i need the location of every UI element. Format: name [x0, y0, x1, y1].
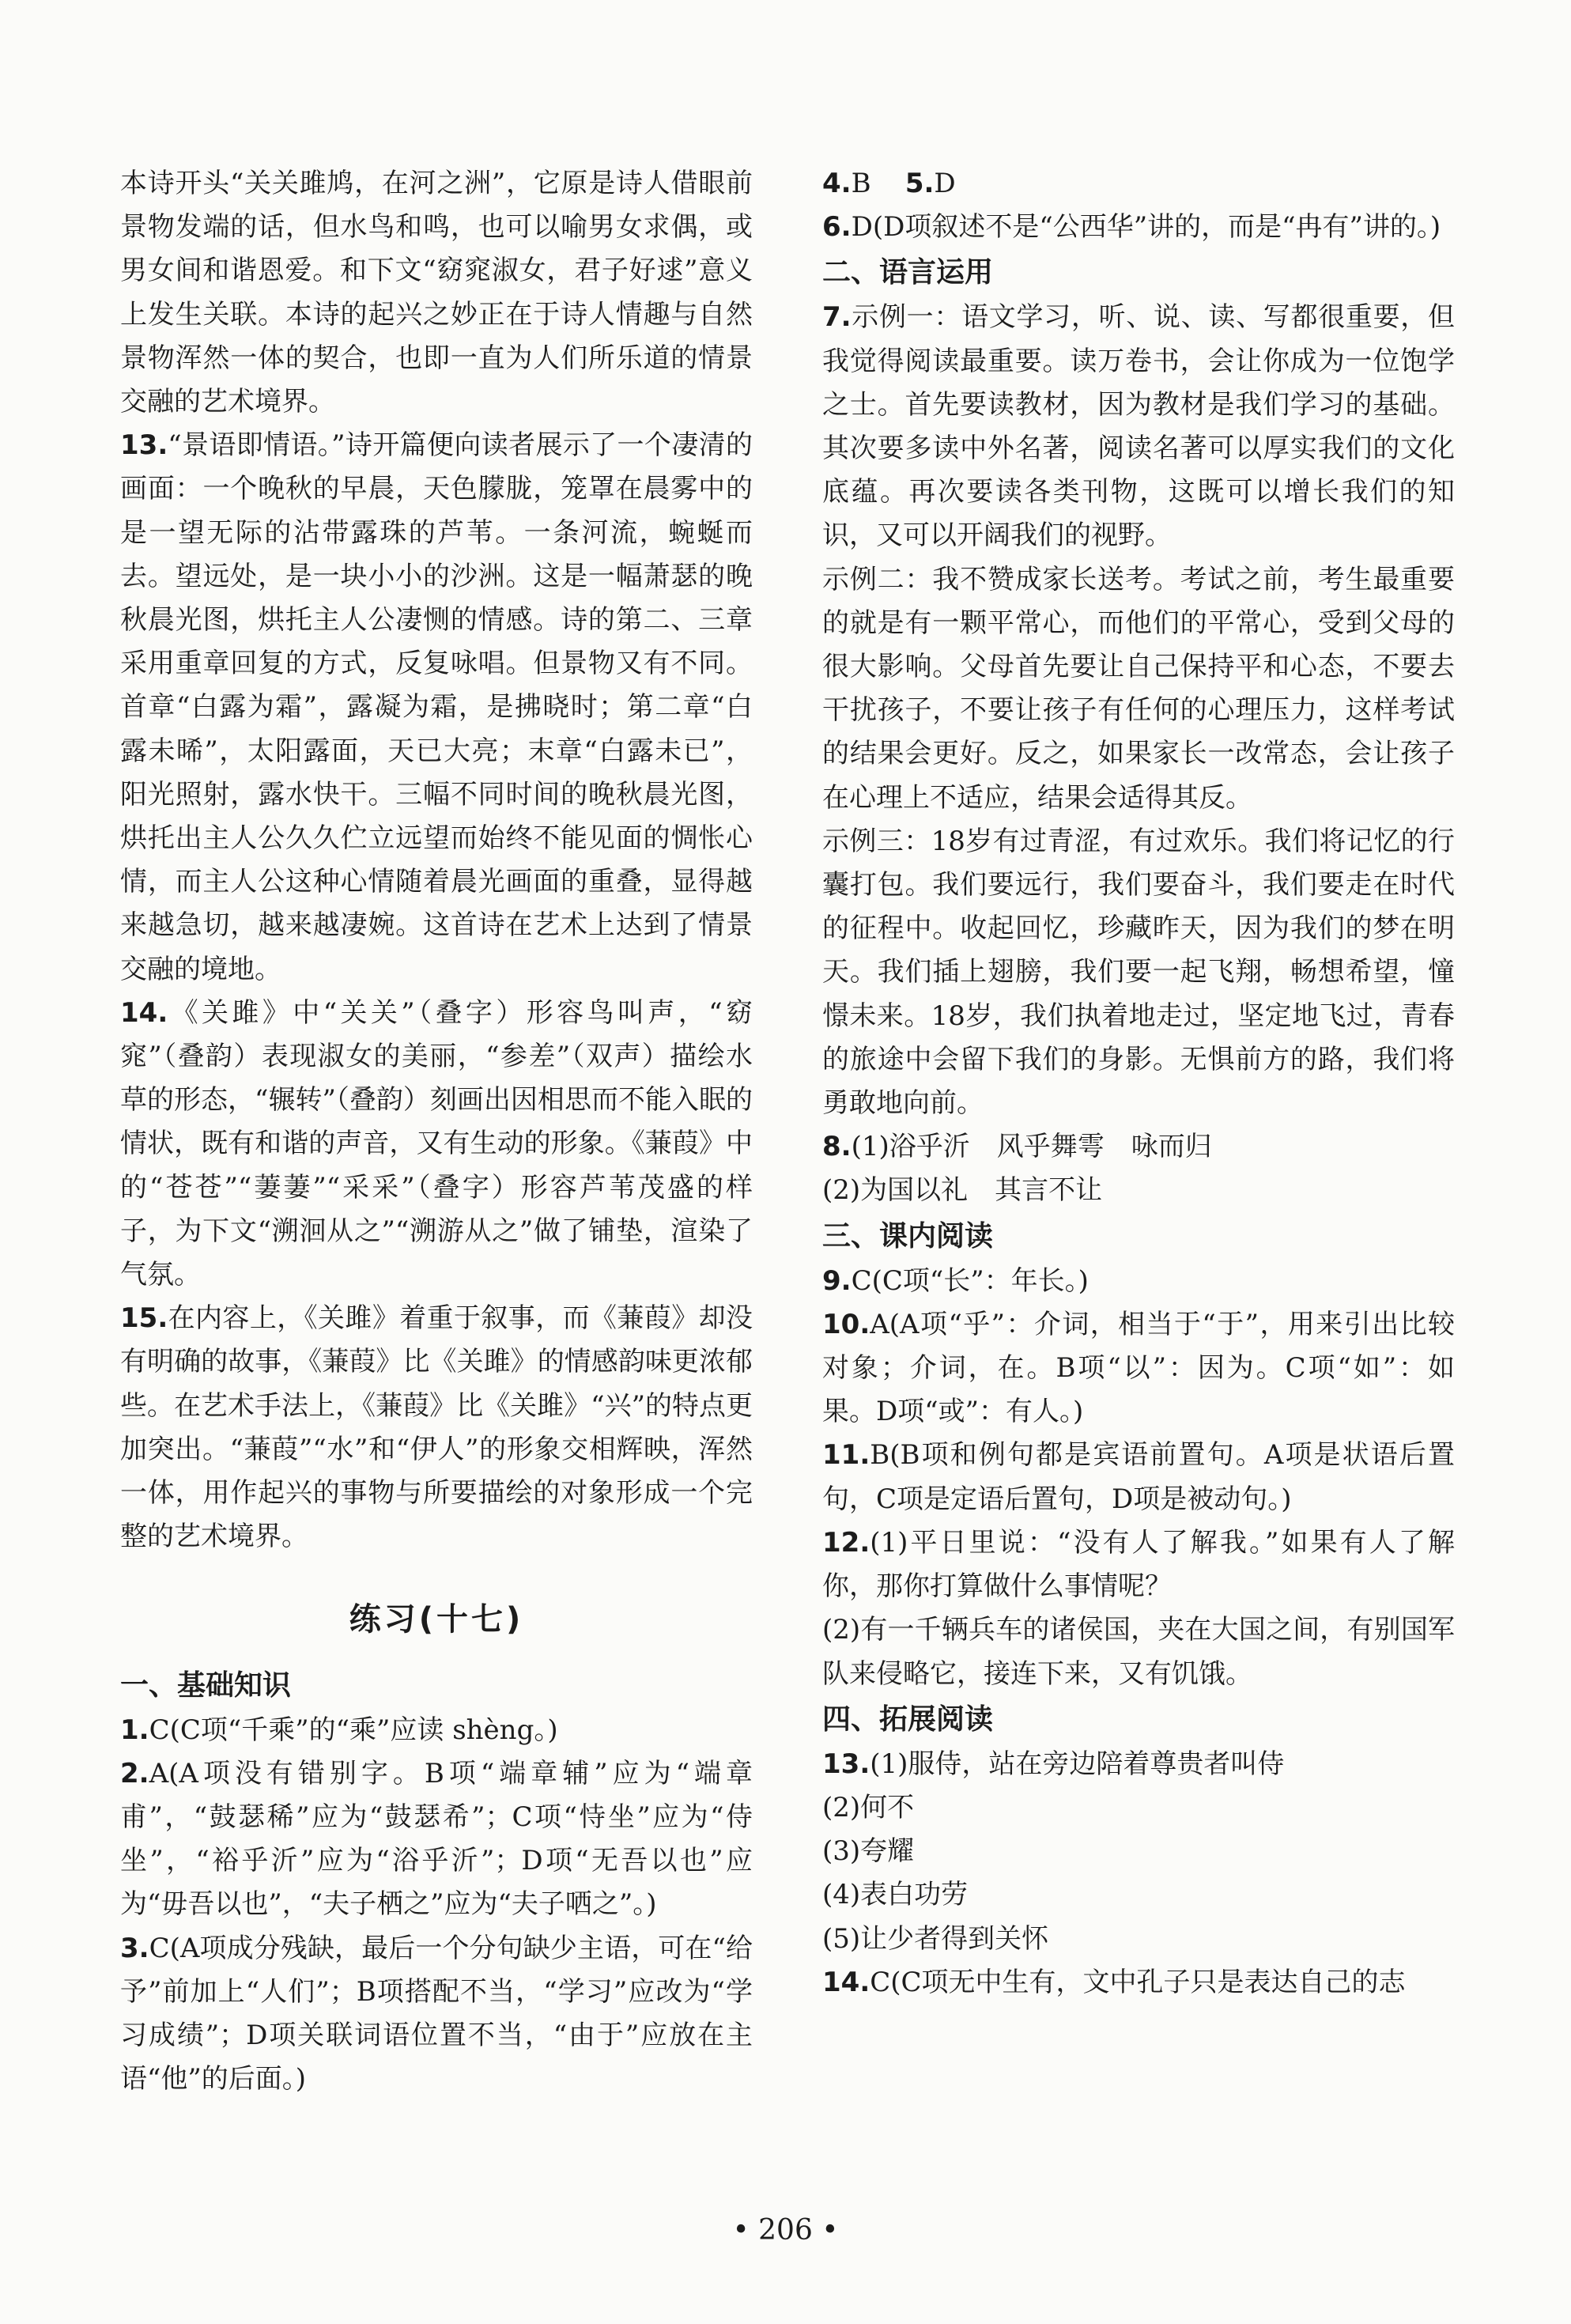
- section-heading-in-class-reading: 三、课内阅读: [822, 1219, 994, 1253]
- answer-10: [822, 1303, 1455, 1434]
- answer-7-example-2: 示例二：我不赞成家长送考。考试之前，考生最重要的就是有一颗平常心，而他们的平常心，受到父母的很大影响。父母首先要让自己保持平和心态，不要去干扰孩子，不要让孩子有任何的心理压力，这样考试的结果会更好。反之，如果家长一改常态，会让孩子在心理上不适应，结果会适得其反。: [822, 563, 1455, 814]
- answer-12: [822, 1521, 1455, 1608]
- answer-12-part-2: (2)有一千辆兵车的诸侯国，夹在大国之间，有别国军队来侵略它，接连下来，又有饥饿。: [822, 1614, 1455, 1690]
- answer-9: [822, 1260, 1455, 1303]
- answer-number: 13.: [120, 429, 168, 462]
- answer-number: 14.: [822, 1966, 870, 1998]
- answer-number: 6.: [822, 211, 852, 244]
- answer-text: A(A项没有错别字。B项“端章辅”应为“端章甫”，“鼓瑟稀”应为“鼓瑟希”；C项“恃坐”应为“侍坐”，“裕乎沂”应为“浴乎沂”；D项“无吾以也”应为“毋吾以也”，“夫子栖之”应为“夫子哂之”。): [120, 1757, 753, 1921]
- answer-number: 5.: [904, 168, 935, 199]
- section-heading-basic-knowledge: 一、基础知识: [120, 1668, 292, 1702]
- section-heading-language-use: 二、语言运用: [822, 256, 994, 289]
- answer-13-part-3: (3)夸耀: [822, 1835, 915, 1868]
- answer-text: 在内容上，《关雎》着重于叙事，而《蒹葭》却没有明确的故事，《蒹葭》比《关雎》的情感韵味更浓郁些。在艺术手法上，《蒹葭》比《关雎》“兴”的特点更加突出。“蒹葭”“水”和“伊人”的形象交相辉映，浑然一体，用作起兴的事物与所要描绘的对象形成一个完整的艺术境界。: [120, 1302, 753, 1553]
- answer-7-example-3: 示例三：18岁有过青涩，有过欢乐。我们将记忆的行囊打包。我们要远行，我们要奋斗，我们要走在时代的征程中。收起回忆，珍藏昨天，因为我们的梦在明天。我们插上翅膀，我们要一起飞翔，畅想希望，憧憬未来。18岁，我们执着地走过，坚定地飞过，青春的旅途中会留下我们的身影。无惧前方的路，我们将勇敢地向前。: [822, 825, 1455, 1120]
- answer-text: (1)服侍，站在旁边陪着尊贵者叫侍: [870, 1748, 1285, 1780]
- answer-3: [120, 1927, 753, 2102]
- answer-14: [822, 1961, 1455, 2005]
- right-column: [822, 162, 1455, 2005]
- answer-text: 《关雎》中“关关”（叠字）形容鸟叫声，“窈窕”（叠韵）表现淑女的美丽，“参差”（双声）描绘水草的形态，“辗转”（叠韵）刻画出因相思而不能入眠的情状，既有和谐的声音，又有生动的形象。《蒹葭》中的“苍苍”“萋萋”“采采”（叠字）形容芦苇茂盛的样子，为下文“溯洄从之”“溯游从之”做了铺垫，渲染了气氛。: [120, 996, 753, 1291]
- answer-text: B: [851, 168, 871, 199]
- answer-text: D: [934, 168, 956, 199]
- answer-number: 1.: [120, 1714, 149, 1746]
- paragraph-intro: 本诗开头“关关雎鸠，在河之洲”，它原是诗人借眼前景物发端的话，但水鸟和鸣，也可以喻男女求偶，或男女间和谐恩爱。和下文“窈窕淑女，君子好逑”意义上发生关联。本诗的起兴之妙正在于诗人情趣与自然景物浑然一体的契合，也即一直为人们所乐道的情景交融的艺术境界。: [120, 168, 753, 418]
- answer-7: [822, 296, 1455, 557]
- answer-number: 7.: [822, 301, 852, 334]
- answer-number: 9.: [822, 1264, 852, 1297]
- answer-number: 4.: [822, 168, 852, 199]
- answer-text: B(B项和例句都是宾语前置句。A项是状语后置句，C项是定语后置句，D项是被动句。): [822, 1439, 1455, 1515]
- answer-13: [120, 424, 753, 992]
- answer-text: C(C项无中生有，文中孔子只是表达自己的志: [870, 1966, 1406, 1998]
- answer-text: 示例一：语文学习，听、说、读、写都很重要，但我觉得阅读最重要。读万卷书，会让你成为一位饱学之士。首先要读教材，因为教材是我们学习的基础。其次要多读中外名著，阅读名著可以厚实我们的文化底蕴。再次要读各类刊物，这既可以增长我们的知识，又可以开阔我们的视野。: [822, 301, 1455, 552]
- answer-text: C(C项“长”：年长。): [851, 1264, 1089, 1297]
- left-column: [120, 162, 753, 2101]
- answer-text: (1)平日里说：“没有人了解我。”如果有人了解你，那你打算做什么事情呢？: [822, 1526, 1455, 1603]
- page-number: • 206 •: [732, 2214, 839, 2247]
- section-heading-extended-reading: 四、拓展阅读: [822, 1702, 994, 1736]
- answer-11: [822, 1434, 1455, 1521]
- answer-14: [120, 992, 753, 1297]
- answer-text: D(D项叙述不是“公西华”讲的，而是“冉有”讲的。): [851, 211, 1441, 244]
- answer-number: 12.: [822, 1526, 870, 1559]
- answer-text: A(A项“乎”：介词，相当于“于”，用来引出比较对象；介词，在。B项“以”：因为。C项“如”：如果。D项“或”：有人。): [822, 1308, 1455, 1428]
- answer-text: C(A项成分残缺，最后一个分句缺少主语，可在“给予”前加上“人们”；B项搭配不当，“学习”应改为“学习成绩”；D项关联词语位置不当，“由于”应放在主语“他”的后面。): [120, 1932, 753, 2095]
- answer-number: 14.: [120, 996, 168, 1029]
- answer-number: 8.: [822, 1131, 852, 1163]
- answer-4-5: [822, 162, 1455, 206]
- answer-number: 13.: [822, 1748, 870, 1780]
- answer-6: [822, 206, 1455, 249]
- answer-number: 3.: [120, 1932, 149, 1964]
- answer-1: [120, 1709, 753, 1752]
- exercise-title: 练习(十七): [349, 1600, 524, 1638]
- answer-13-part-5: (5)让少者得到关怀: [822, 1922, 1049, 1955]
- answer-15: [120, 1297, 753, 1559]
- answer-8-part-2: (2)为国以礼 其言不让: [822, 1174, 1103, 1207]
- answer-13-part-2: (2)何不: [822, 1791, 915, 1823]
- answer-number: 11.: [822, 1439, 870, 1472]
- answer-text: “景语即情语。”诗开篇便向读者展示了一个凄清的画面：一个晚秋的早晨，天色朦胧，笼罩在晨雾中的是一望无际的沾带露珠的芦苇。一条河流，蜿蜒而去。望远处，是一块小小的沙洲。这是一幅萧瑟的晚秋晨光图，烘托主人公凄恻的情感。诗的第二、三章采用重章回复的方式，反复咏唱。但景物又有不同。首章“白露为霜”，露凝为霜，是拂晓时；第二章“白露未晞”，太阳露面，天已大亮；末章“白露未已”，阳光照射，露水快干。三幅不同时间的晚秋晨光图，烘托出主人公久久伫立远望而始终不能见面的惆怅心情，而主人公这种心情随着晨光画面的重叠，显得越来越急切，越来越凄婉。这首诗在艺术上达到了情景交融的境地。: [120, 429, 753, 985]
- answer-number: 2.: [120, 1757, 149, 1789]
- answer-number: 15.: [120, 1302, 168, 1335]
- answer-8: [822, 1125, 1455, 1169]
- answer-text: C(C项“千乘”的“乘”应读 shèng。): [149, 1714, 558, 1746]
- answer-13: [822, 1743, 1455, 1786]
- answer-2: [120, 1752, 753, 1927]
- answer-13-part-4: (4)表白功劳: [822, 1879, 969, 1911]
- answer-number: 10.: [822, 1308, 870, 1340]
- answer-text: (1)浴乎沂 风乎舞雩 咏而归: [851, 1131, 1212, 1163]
